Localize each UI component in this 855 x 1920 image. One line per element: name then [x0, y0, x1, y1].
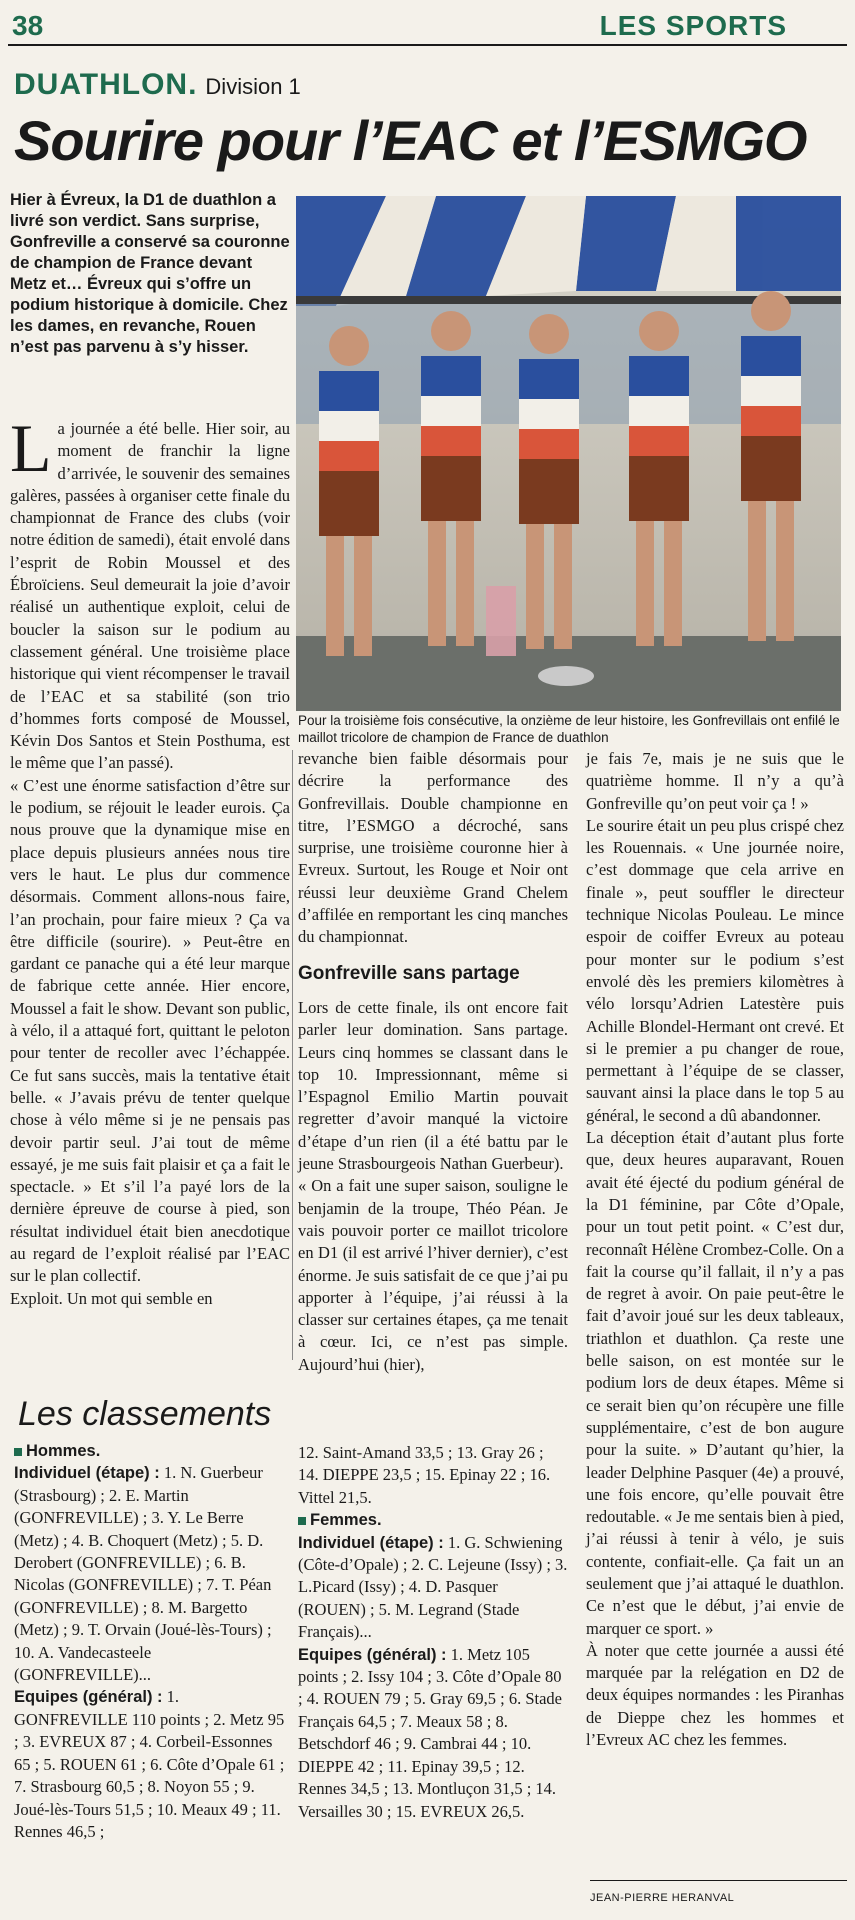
results-women [298, 1442, 568, 1823]
byline-rule [590, 1880, 847, 1881]
results-text: 1. G. Schwiening (Côte-d’Opale) ; 2. C. Lejeune (Issy) ; 3. L.Picard (Issy) ; 4. D. Pasquer (ROUEN) ; 5. M. Legrand (Stade Français)... [298, 1532, 568, 1642]
article-column-2 [298, 748, 568, 1376]
headline: Sourire pour l’EAC et l’ESMGO [14, 109, 807, 172]
podium-photo [296, 196, 841, 711]
results-men [14, 1440, 286, 1843]
results-label: Equipes (général) : [298, 1645, 447, 1664]
article-paragraph: je fais 7e, mais je ne suis que le quatrième homme. Il n’y a qu’à Gonfreville qu’on peut voir ça ! » [586, 749, 844, 813]
results-label: Equipes (général) : [14, 1688, 163, 1707]
bullet-square-icon [298, 1517, 306, 1525]
results-text: 1. GONFREVILLE 110 points ; 2. Metz 95 ; 3. EVREUX 87 ; 4. Corbeil-Essonnes 65 ; 5. ROUEN 61 ; 6. Côte d’Opale 61 ; 7. Strasbourg 60,5 ; 8. Noyon 55 ; 9. Joué-lès-Tours 51,5 ; 10. Meaux 49 ; 11. Rennes 46,5 ; [14, 1687, 285, 1841]
rubric-sport: DUATHLON. [14, 68, 198, 101]
article-column-3 [586, 748, 844, 1751]
article-paragraph: Le sourire était un peu plus crispé chez les Rouennais. « Une journée noire, c’est dommage que cela arrive en finale », peut souffler le directeur technique Nicolas Pouleau. Le mince espoir de coiffer Evreux au poteau pour monter sur le podium s’est envolé dès les premiers kilomètres à vélo lorsqu’Adrien Latestère puis Achille Blondel-Hermant ont crevé. Et si le premier a pu changer de roue, permettant à l’équipe de se classer, sauvant ainsi la place dans le top 5 au général, le second a dû abandonner. [586, 815, 844, 1125]
byline: JEAN-PIERRE HERANVAL [590, 1892, 735, 1904]
bullet-square-icon [14, 1448, 22, 1456]
paragraph-text: a journée a été belle. Hier soir, au moment de franchir la ligne d’arrivée, le souvenir des semaines galères, passées à organiser cette finale du championnat de France des clubs (voir notre édition de samedi), était envolé dans l’esprit de Robin Moussel et des Ébroïciens. Seul demeurait la joie d’avoir réalisé un authentique exploit, celui de boucler la saison sur le podium au classement général. Une troisième place historique qui vient récompenser le travail de l’EAC et sa stabilité (son trio d’hommes forts composé de Moussel, Kévin Dos Santos et Stein Posthuma, est le même que l’an passé). [10, 419, 290, 773]
article-paragraph: La déception était d’autant plus forte que, deux heures auparavant, Rouen avait été éjecté du podium général de la D1 féminine, par Côte d’Opale, pour un tout petit point. « C’est dur, reconnaît Hélène Crombez-Colle. On a fait la course qu’il fallait, il n’y a pas de regret à avoir. On paie peut-être le fait d’avoir joué sur les deux tableaux, triathlon et duathlon. Ça reste une belle saison, on est montée sur le podium lors de deux étapes. Même si ce serait bien qu’on récupère une fille supplémentaire, c’est de bon augure pour la suite. » D’autant qu’hier, la leader Delphine Pasquer (4e) a prouvé, une fois encore, qu’elle pouvait être redoutable. « Je me sentais bien à pied, j’ai réussi à tenir à vélo, je suis contente, confiait-elle. Ça fait un an seulement que j’ai attaqué le duathlon. Ce n’est que le début, j’ai envie de marquer ce sport. » [586, 1128, 844, 1638]
photo-illustration [296, 196, 841, 711]
results-text: 1. Metz 105 points ; 2. Issy 104 ; 3. Côte d’Opale 80 ; 4. ROUEN 79 ; 5. Gray 69,5 ; 6. Stade Français 64,5 ; 7. Meaux 58 ; 8. Betschdorf 46 ; 9. Cambrai 44 ; 10. DIEPPE 42 ; 11. Epinay 39,5 ; 12. Rennes 34,5 ; 13. Montluçon 31,5 ; 14. Versailles 30 ; 15. EVREUX 26,5. [298, 1644, 562, 1821]
article-paragraph: revanche bien faible désormais pour décrire la performance des Gonfrevillais. Double championne en titre, l’ESMGO a décroché, sans surprise, une troisième couronne hier à Evreux. Surtout, les Rouge et Noir ont réussi leur deuxième Grand Chelem d’affilée en remportant les cinq manches du championnat. [298, 749, 568, 947]
article-paragraph: « C’est une énorme satisfaction d’être sur le podium, se réjouit le leader eurois. Ça nous prouve que la dynamique mise en place depuis plusieurs années nous tire vers le haut. Le plus dur commence désormais. Comment allons-nous faire, l’an prochain, pour faire mieux ? Ça va être difficile (sourire). » Peut-être en gardant ce panache qui a été leur marque de fabrique cette année. Hier encore, Moussel a fait le show. Devant son public, à vélo, il a attaqué fort, quittant le peloton pour tenter de recoller avec l’échappée. Ce fut sans succès, mais la tentative était belle. « J’avais prévu de tenter quelque chose à vélo même si je ne pensais pas devoir partir seul. J’ai tout de même essayé, je me suis fait plaisir et ça a fait le spectacle. » Et s’il l’a payé lors de la dernière épreuve de course à pied, son résultat individuel était bien anecdotique au regard de l’exploit réalisé par l’EAC sur le plan collectif. [10, 775, 290, 1286]
page-header [8, 4, 847, 46]
results-text: 1. N. Guerbeur (Strasbourg) ; 2. E. Martin (GONFREVILLE) ; 3. Y. Le Berre (Metz) ; 4. B. Choquert (Metz) ; 5. D. Derobert (GONFREVILLE) ; 6. B. Nicolas (GONFREVILLE) ; 7. T. Péan (GONFREVILLE) ; 8. M. Bargetto (Metz) ; 9. T. Orvain (Joué-lès-Tours) ; 10. A. Vandecasteele (GONFREVILLE)... [14, 1463, 272, 1685]
results-women-label: Femmes. [310, 1511, 382, 1530]
results-title: Les classements [18, 1395, 272, 1433]
article-paragraph [10, 410, 290, 775]
rubric-division: Division 1 [205, 74, 301, 99]
results-label: Individuel (étape) : [14, 1464, 160, 1483]
drop-cap: L [10, 410, 52, 486]
article-column-1 [10, 410, 290, 1310]
subheading: Gonfreville sans partage [298, 962, 520, 984]
lead-paragraph: Hier à Évreux, la D1 de duathlon a livré son verdict. Sans surprise, Gonfreville a conservé sa couronne de champion de France devant Metz et… Évreux qui s’offre un podium historique à domicile. Chez les dames, en revanche, Rouen n’est pas parvenu à s’y hisser. [10, 191, 290, 356]
photo-caption: Pour la troisième fois consécutive, la onzième de leur histoire, les Gonfrevillais ont enfilé le maillot tricolore de champion de France de duathlon [298, 713, 840, 745]
page-number: 38 [12, 10, 44, 41]
article-paragraph: Exploit. Un mot qui semble en [10, 1288, 213, 1308]
results-men-label: Hommes. [26, 1442, 101, 1460]
results-text: 12. Saint-Amand 33,5 ; 13. Gray 26 ; 14. DIEPPE 23,5 ; 15. Epinay 22 ; 16. Vittel 21,5. [298, 1443, 551, 1507]
results-label: Individuel (étape) : [298, 1533, 444, 1552]
article-paragraph: Lors de cette finale, ils ont encore fait parler leur domination. Sans partage. Leurs cinq hommes se classant dans le top 10. Impressionnant, même si l’Espagnol Emilio Martin pouvait regretter d’avoir manqué la victoire d’étape d’un rien (il a été battu par le jeune Strasbourgeois Nathan Guerbeur). [298, 997, 568, 1174]
rubric [14, 68, 301, 102]
article-paragraph: À noter que cette journée a aussi été marquée par la relégation en D2 de deux équipes normandes : les Piranhas de Dieppe chez les hommes et l’Evreux AC chez les femmes. [586, 1640, 844, 1750]
column-rule [292, 750, 293, 1360]
section-title: LES SPORTS [599, 10, 787, 41]
article-paragraph: « On a fait une super saison, souligne le benjamin de la troupe, Théo Péan. Je vais pouvoir porter ce maillot tricolore en D1 (il est arrivé l’hiver dernier), c’est énorme. Je suis satisfait de ce que j’ai pu apporter à l’équipe, j’ai réussi à la classer sur certaines étapes, ça me tenait à cœur. Ici, ce n’est pas simple. Aujourd’hui (hier), [298, 1176, 568, 1374]
